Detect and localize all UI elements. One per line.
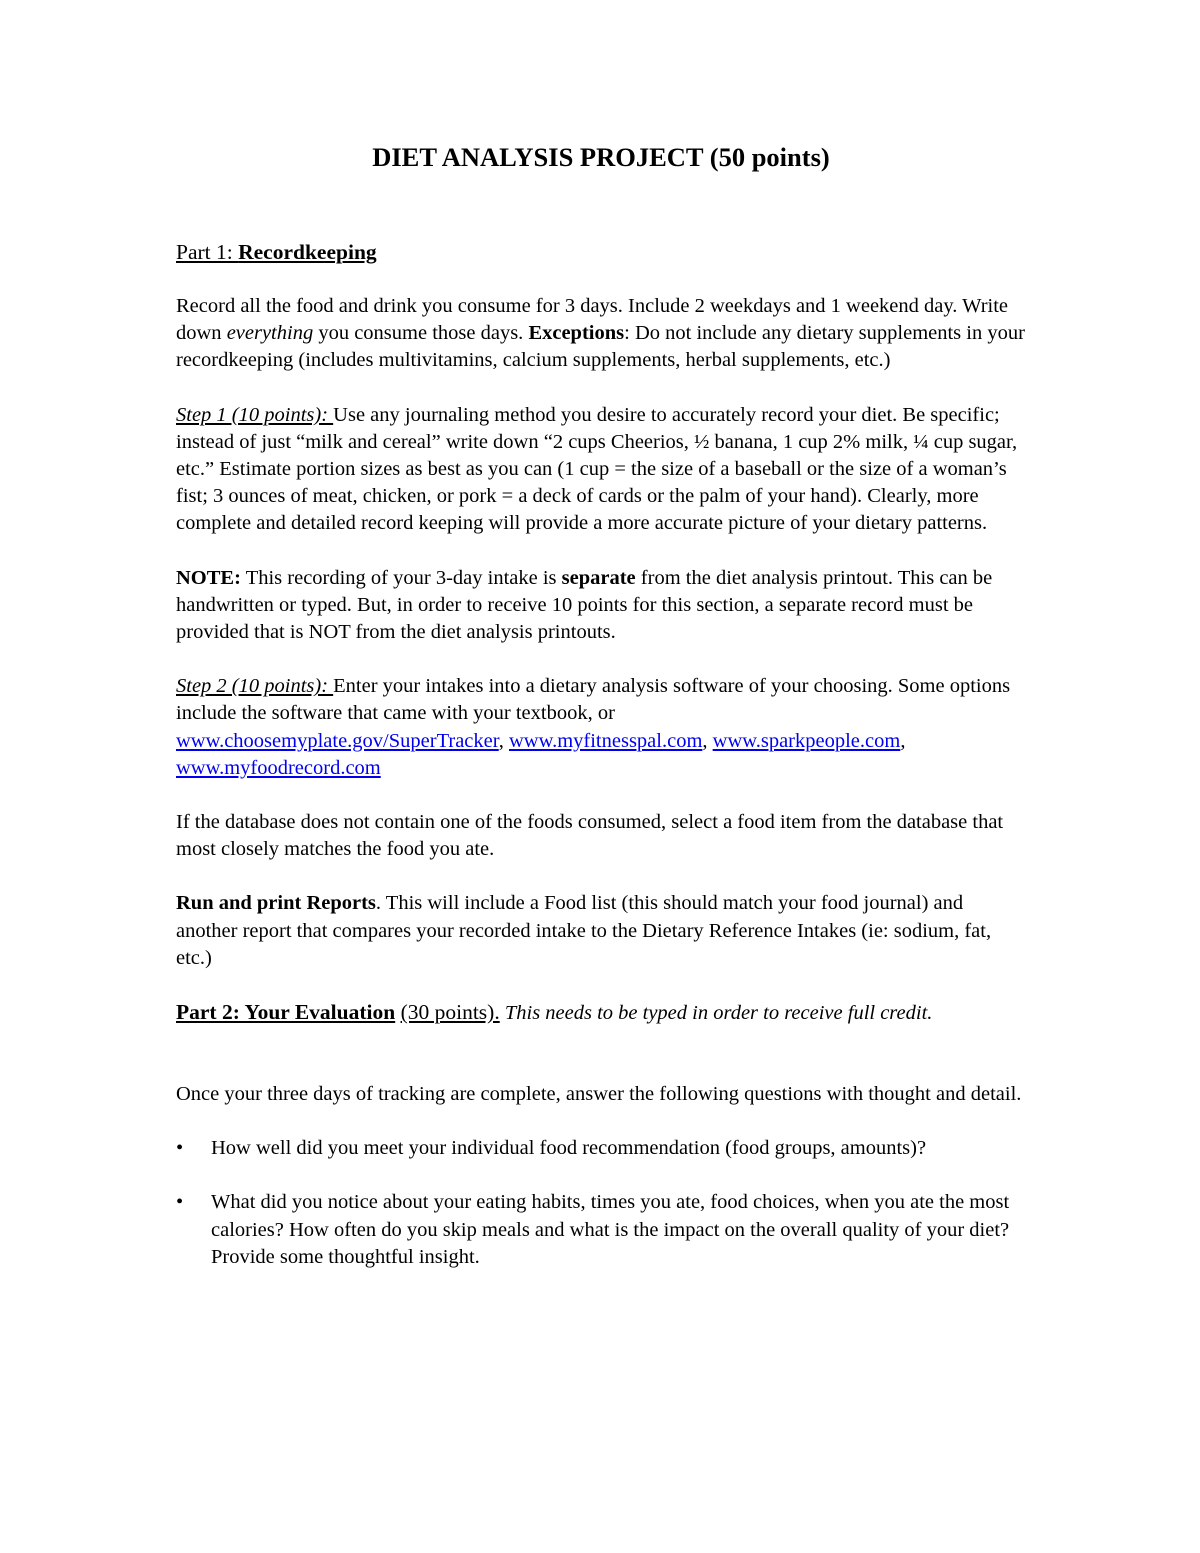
note-text-2: from the diet analysis printout. This can be handwritten or typed. But, in order to receive 10 points for this section, a separate record must be provided that is NOT from the diet analysis printouts. — [176, 566, 993, 644]
intro-text-1: Record all the food and drink you consume for 3 days. Include 2 weekdays and 1 weekend day. Write down — [176, 295, 1009, 345]
document-page — [176, 140, 1026, 1298]
step1-text: Use any journaling method you desire to accurately record your diet. Be specific; instead of just “milk and cereal” write down “2 cups Cheerios, ½ banana, 1 cup 2% milk, ¼ cup sugar, etc.” Estimate portion sizes as best as you can (1 cup = the size of a baseball or the size of a woman’s fist; 3 ounces of meat, chicken, or pork = a deck of cards or the palm of your hand). Clearly, more complete and detailed record keeping will provide a more accurate picture of your dietary patterns. — [176, 403, 1018, 535]
link-separator: , — [702, 729, 713, 752]
note-paragraph — [176, 565, 1026, 647]
bullet-icon: • — [176, 1191, 184, 1214]
link-separator: , — [498, 729, 509, 752]
part1-prefix: Part 1: — [176, 240, 239, 264]
part2-intro-paragraph: Once your three days of tracking are complete, answer the following questions with thought and detail. — [176, 1083, 1022, 1106]
part1-heading — [176, 238, 1026, 266]
step1-paragraph — [176, 402, 1026, 538]
bullet-icon: • — [176, 1137, 184, 1160]
link-myfitnesspal[interactable]: www.myfitnesspal.com — [509, 729, 703, 752]
question-text: How well did you meet your individual food recommendation (food groups, amounts)? — [211, 1137, 927, 1160]
link-choosemyplate[interactable]: www.choosemyplate.gov/SuperTracker — [176, 729, 499, 752]
database-paragraph: If the database does not contain one of the foods consumed, select a food item from the database that most closely matches the food you ate. — [176, 811, 1004, 861]
part1-intro-paragraph — [176, 293, 1026, 375]
intro-text-2: you consume those days. — [313, 322, 529, 345]
part2-title: Part 2: Your Evaluation — [176, 1000, 396, 1025]
step2-label: Step 2 (10 points): — [176, 675, 334, 698]
list-item — [176, 1135, 1026, 1162]
question-text: What did you notice about your eating habits, times you ate, food choices, when you ate the most calories? How often do you skip meals and what is the impact on the overall quality of your diet? Provide some thoughtful insight. — [211, 1191, 1010, 1268]
page-title: DIET ANALYSIS PROJECT (50 points) — [372, 142, 830, 172]
reports-label: Run and print Reports — [176, 892, 376, 915]
intro-emphasis: everything — [226, 322, 314, 345]
question-list — [176, 1135, 1026, 1271]
note-separate: separate — [561, 566, 636, 589]
link-myfoodrecord[interactable]: www.myfoodrecord.com — [176, 756, 381, 779]
step2-text: Enter your intakes into a dietary analysis software of your choosing. Some options include the software that came with your textbook, or — [176, 675, 1011, 725]
list-item — [176, 1189, 1026, 1271]
part2-heading — [176, 999, 1026, 1027]
link-separator: , — [900, 729, 906, 752]
step1-label: Step 1 (10 points): — [176, 403, 334, 426]
part1-name: Recordkeeping — [238, 240, 377, 264]
part2-note: This needs to be typed in order to receive full credit. — [499, 1002, 933, 1025]
reports-paragraph — [176, 890, 1026, 972]
note-label: NOTE: — [176, 566, 241, 589]
reports-text: . This will include a Food list (this should match your food journal) and another report that compares your recorded intake to the Dietary Reference Intakes (ie: sodium, fat, etc.) — [176, 892, 992, 969]
link-sparkpeople[interactable]: www.sparkpeople.com — [712, 729, 901, 752]
intro-exceptions: Exceptions — [528, 322, 625, 345]
intro-text-3: : Do not include any dietary supplements in your recordkeeping (includes multivitamins, calcium supplements, herbal supplements, etc.) — [176, 322, 1025, 372]
note-text-1: This recording of your 3-day intake is — [240, 566, 562, 589]
part2-points: (30 points). — [400, 1000, 500, 1025]
step2-paragraph — [176, 673, 1026, 782]
